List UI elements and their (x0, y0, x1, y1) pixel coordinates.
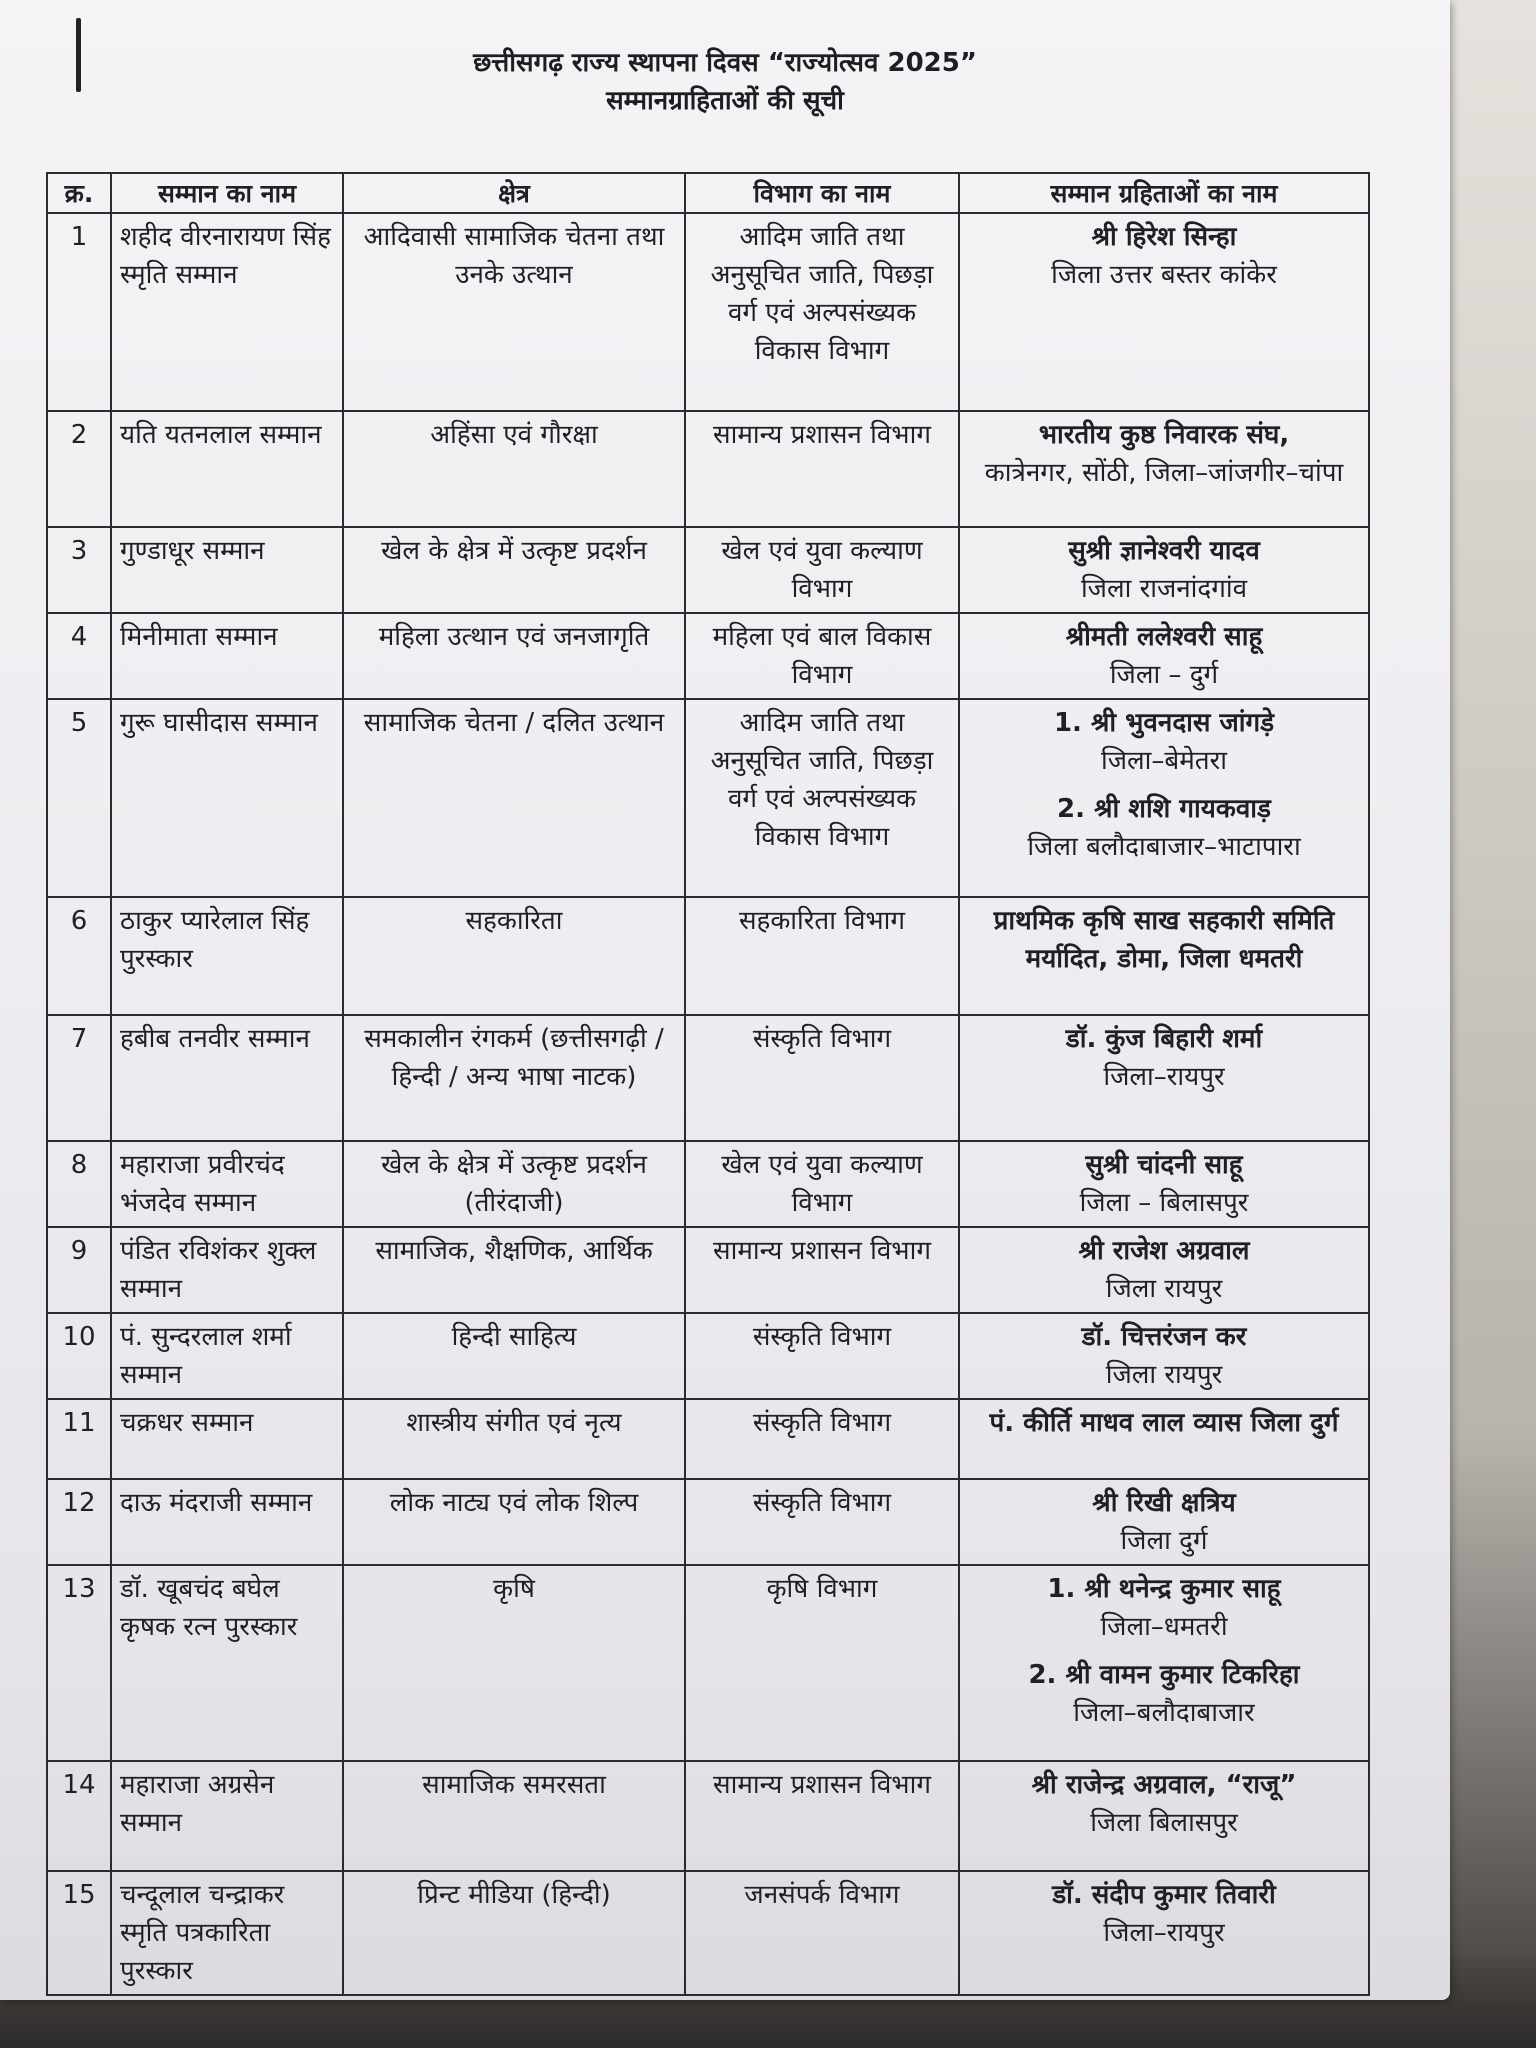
recipient-place: जिला–रायपुर (1103, 1062, 1225, 1092)
recipient-name: सुश्री चांदनी साहू (1085, 1150, 1243, 1180)
recipient-place: जिला रायपुर (1105, 1360, 1223, 1390)
cell-department: खेल एवं युवा कल्याण विभाग (685, 1141, 959, 1227)
cell-award-name: डॉ. खूबचंद बघेल कृषक रत्न पुरस्कार (111, 1565, 343, 1761)
table-row (47, 1141, 1369, 1227)
cell-field: सामाजिक चेतना / दलित उत्थान (343, 699, 685, 897)
cell-field: आदिवासी सामाजिक चेतना तथा उनके उत्थान (343, 213, 685, 411)
cell-recipient (959, 1871, 1369, 1995)
title-line-2: सम्मानग्राहिताओं की सूची (606, 86, 844, 116)
header-department: विभाग का नाम (685, 173, 959, 213)
recipient-name: डॉ. चित्तरंजन कर (1081, 1322, 1247, 1352)
cell-field: कृषि (343, 1565, 685, 1761)
recipient-name: श्रीमती ललेश्वरी साहू (1065, 622, 1263, 652)
cell-department: सामान्य प्रशासन विभाग (685, 1761, 959, 1871)
recipient-name: भारतीय कुष्ठ निवारक संघ, (1038, 420, 1290, 450)
cell-department: संस्कृति विभाग (685, 1479, 959, 1565)
cell-num: 14 (47, 1761, 111, 1871)
cell-recipient (959, 1227, 1369, 1313)
recipient-place: जिला–बेमेतरा (1101, 746, 1227, 776)
awardees-table (46, 172, 1370, 1996)
recipient-place: जिला दुर्ग (1120, 1526, 1208, 1556)
cell-recipient (959, 1399, 1369, 1479)
table-header-row (47, 173, 1369, 213)
cell-recipient (959, 897, 1369, 1015)
cell-award-name: चन्दूलाल चन्द्राकर स्मृति पत्रकारिता पुरस्कार (111, 1871, 343, 1995)
table-row (47, 527, 1369, 613)
cell-award-name: दाऊ मंदराजी सम्मान (111, 1479, 343, 1565)
cell-num: 8 (47, 1141, 111, 1227)
cell-field: हिन्दी साहित्य (343, 1313, 685, 1399)
header-award: सम्मान का नाम (111, 173, 343, 213)
recipient-name: 1. श्री भुवनदास जांगड़े (1053, 708, 1275, 738)
cell-department: सामान्य प्रशासन विभाग (685, 1227, 959, 1313)
cell-field: सहकारिता (343, 897, 685, 1015)
table-row (47, 1871, 1369, 1995)
cell-field: खेल के क्षेत्र में उत्कृष्ट प्रदर्शन (343, 527, 685, 613)
recipient-place: जिला बिलासपुर (1090, 1808, 1238, 1838)
cell-num: 11 (47, 1399, 111, 1479)
recipient-name: श्री हिरेश सिन्हा (1091, 222, 1237, 252)
recipient-place: जिला–धमतरी (1100, 1612, 1228, 1642)
table-row (47, 613, 1369, 699)
cell-award-name: महाराजा अग्रसेन सम्मान (111, 1761, 343, 1871)
table-row (47, 1313, 1369, 1399)
cell-recipient (959, 1141, 1369, 1227)
recipient-place: जिला रायपुर (1105, 1274, 1223, 1304)
recipient-name: श्री राजेश अग्रवाल (1078, 1236, 1250, 1266)
title-line-1: छत्तीसगढ़ राज्य स्थापना दिवस “राज्योत्सव 2025” (473, 48, 977, 78)
recipient-name: 1. श्री थनेन्द्र कुमार साहू (1047, 1574, 1281, 1604)
cell-recipient (959, 1313, 1369, 1399)
recipient-name: प्राथमिक कृषि साख सहकारी समिति मर्यादित, डोमा, जिला धमतरी (993, 906, 1335, 974)
table-row (47, 699, 1369, 897)
cell-num: 7 (47, 1015, 111, 1141)
cell-award-name: महाराजा प्रवीरचंद भंजदेव सम्मान (111, 1141, 343, 1227)
table-row (47, 213, 1369, 411)
recipient-place: जिला – दुर्ग (1109, 660, 1219, 690)
cell-department: आदिम जाति तथा अनुसूचित जाति, पिछड़ा वर्ग एवं अल्पसंख्यक विकास विभाग (685, 699, 959, 897)
header-num: क्र. (47, 173, 111, 213)
recipient-name: पं. कीर्ति माधव लाल व्यास जिला दुर्ग (989, 1408, 1339, 1438)
cell-recipient (959, 699, 1369, 897)
cell-num: 9 (47, 1227, 111, 1313)
cell-award-name: यति यतनलाल सम्मान (111, 411, 343, 527)
cell-num: 10 (47, 1313, 111, 1399)
cell-department: खेल एवं युवा कल्याण विभाग (685, 527, 959, 613)
recipient-name: डॉ. कुंज बिहारी शर्मा (1065, 1024, 1263, 1054)
cell-field: खेल के क्षेत्र में उत्कृष्ट प्रदर्शन (तीरंदाजी) (343, 1141, 685, 1227)
cell-award-name: गुरू घासीदास सम्मान (111, 699, 343, 897)
cell-award-name: पंडित रविशंकर शुक्ल सम्मान (111, 1227, 343, 1313)
table-body (47, 213, 1369, 1995)
recipient-place: जिला राजनांदगांव (1080, 574, 1248, 604)
cell-recipient (959, 527, 1369, 613)
cell-field: प्रिन्ट मीडिया (हिन्दी) (343, 1871, 685, 1995)
cell-num: 12 (47, 1479, 111, 1565)
cell-num: 15 (47, 1871, 111, 1995)
recipient-name: डॉ. संदीप कुमार तिवारी (1052, 1880, 1276, 1910)
cell-field: सामाजिक समरसता (343, 1761, 685, 1871)
cell-num: 4 (47, 613, 111, 699)
cell-award-name: चक्रधर सम्मान (111, 1399, 343, 1479)
header-recipient: सम्मान ग्रहिताओं का नाम (959, 173, 1369, 213)
cell-recipient (959, 213, 1369, 411)
cell-recipient (959, 613, 1369, 699)
cell-field: लोक नाट्य एवं लोक शिल्प (343, 1479, 685, 1565)
recipient-name: श्री रिखी क्षत्रिय (1092, 1488, 1236, 1518)
recipient-name: सुश्री ज्ञानेश्वरी यादव (1068, 536, 1260, 566)
cell-field: अहिंसा एवं गौरक्षा (343, 411, 685, 527)
table-row (47, 411, 1369, 527)
cell-department: जनसंपर्क विभाग (685, 1871, 959, 1995)
recipient-place: जिला – बिलासपुर (1079, 1188, 1249, 1218)
cell-department: सामान्य प्रशासन विभाग (685, 411, 959, 527)
cell-field: महिला उत्थान एवं जनजागृति (343, 613, 685, 699)
cell-award-name: शहीद वीरनारायण सिंह स्मृति सम्मान (111, 213, 343, 411)
document-title (0, 44, 1450, 120)
table-row (47, 1565, 1369, 1761)
cell-num: 6 (47, 897, 111, 1015)
cell-department: सहकारिता विभाग (685, 897, 959, 1015)
cell-num: 2 (47, 411, 111, 527)
cell-num: 1 (47, 213, 111, 411)
recipient-place: जिला बलौदाबाजार–भाटापारा (1027, 832, 1301, 862)
cell-department: आदिम जाति तथा अनुसूचित जाति, पिछड़ा वर्ग एवं अल्पसंख्यक विकास विभाग (685, 213, 959, 411)
cell-field: सामाजिक, शैक्षणिक, आर्थिक (343, 1227, 685, 1313)
recipient-place: कात्रेनगर, सोंठी, जिला–जांजगीर–चांपा (984, 458, 1344, 488)
cell-recipient (959, 1479, 1369, 1565)
header-field: क्षेत्र (343, 173, 685, 213)
cell-num: 3 (47, 527, 111, 613)
recipient-name: 2. श्री शशि गायकवाड़ (1057, 794, 1271, 824)
table-row (47, 1015, 1369, 1141)
cell-recipient (959, 1015, 1369, 1141)
cell-field: समकालीन रंगकर्म (छत्तीसगढ़ी / हिन्दी / अन्य भाषा नाटक) (343, 1015, 685, 1141)
cell-department: कृषि विभाग (685, 1565, 959, 1761)
cell-award-name: ठाकुर प्यारेलाल सिंह पुरस्कार (111, 897, 343, 1015)
cell-department: संस्कृति विभाग (685, 1313, 959, 1399)
cell-num: 13 (47, 1565, 111, 1761)
table-row (47, 1399, 1369, 1479)
cell-department: संस्कृति विभाग (685, 1399, 959, 1479)
cell-award-name: गुण्डाधूर सम्मान (111, 527, 343, 613)
recipient-name: 2. श्री वामन कुमार टिकरिहा (1028, 1660, 1300, 1690)
cell-award-name: पं. सुन्दरलाल शर्मा सम्मान (111, 1313, 343, 1399)
cell-num: 5 (47, 699, 111, 897)
recipient-place: जिला उत्तर बस्तर कांकेर (1051, 260, 1277, 290)
cell-recipient (959, 411, 1369, 527)
table-row (47, 897, 1369, 1015)
cell-award-name: हबीब तनवीर सम्मान (111, 1015, 343, 1141)
cell-department: महिला एवं बाल विकास विभाग (685, 613, 959, 699)
cell-department: संस्कृति विभाग (685, 1015, 959, 1141)
table-row (47, 1761, 1369, 1871)
recipient-place: जिला–रायपुर (1103, 1918, 1225, 1948)
cell-award-name: मिनीमाता सम्मान (111, 613, 343, 699)
cell-recipient (959, 1761, 1369, 1871)
recipient-place: जिला–बलौदाबाजार (1073, 1698, 1255, 1728)
table-row (47, 1479, 1369, 1565)
cell-field: शास्त्रीय संगीत एवं नृत्य (343, 1399, 685, 1479)
cell-recipient (959, 1565, 1369, 1761)
table-row (47, 1227, 1369, 1313)
recipient-name: श्री राजेन्द्र अग्रवाल, “राजू” (1031, 1770, 1297, 1800)
